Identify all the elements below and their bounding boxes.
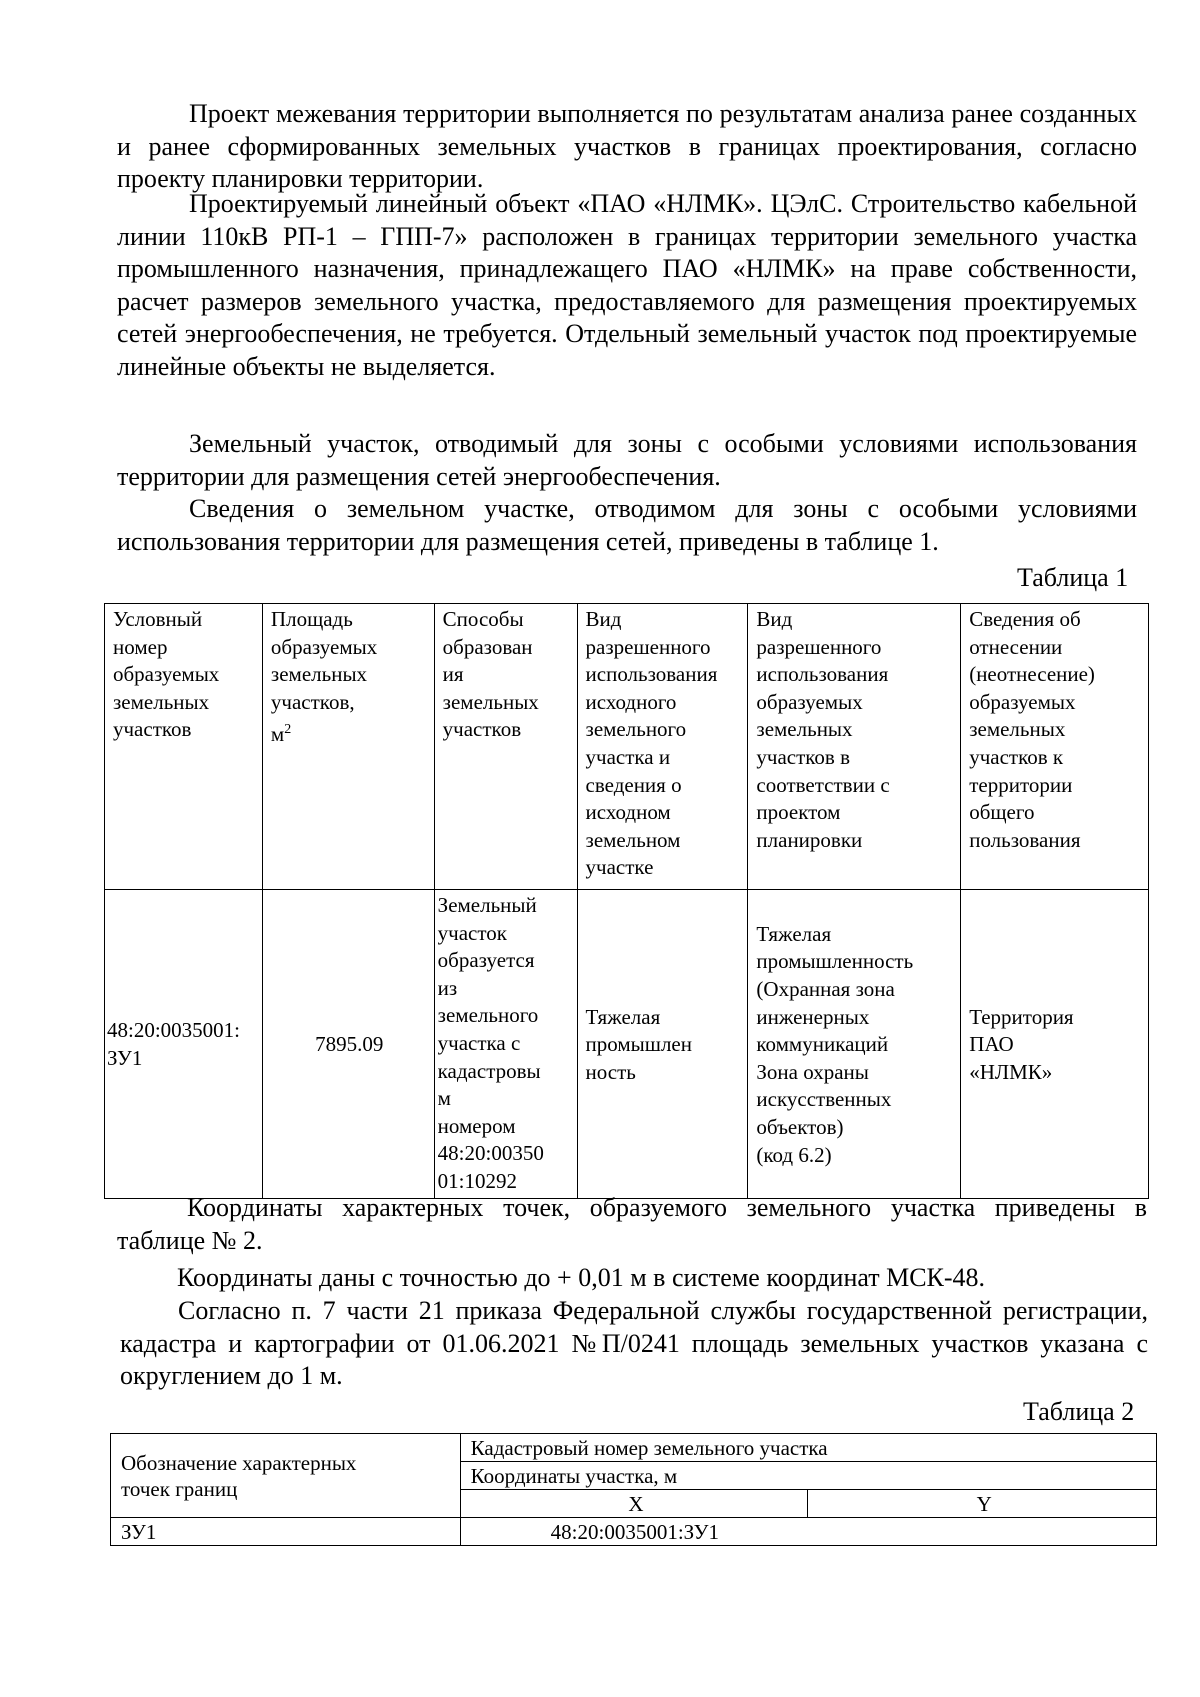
- table-1: [104, 603, 1149, 1199]
- table1-cell-source-use: Тяжелая промышлен ность: [577, 890, 748, 1199]
- table2-cadastral-label: Кадастровый номер земельного участка: [460, 1434, 1156, 1462]
- table1-header-cell: Условный номер образуемых земельных участков: [105, 604, 263, 890]
- table1-cell-public-use: Территория ПАО «НЛМК»: [961, 890, 1149, 1199]
- table2-x-label: X: [460, 1490, 808, 1518]
- table2-row-label: ЗУ1: [111, 1518, 461, 1546]
- table2-caption: Таблица 2: [1023, 1397, 1135, 1426]
- paragraph-4: Сведения о земельном участке, отводимом для зоны с особыми условиями использования территории для размещения сетей, приведены в таблице 1.: [117, 494, 1137, 556]
- table2-y-label: Y: [808, 1490, 1157, 1518]
- area-unit-superscript: 2: [284, 722, 292, 738]
- table1-cell-method: Земельный участок образуется из земельного участка с кадастровы м номером 48:20:00350 01:10292: [434, 890, 577, 1199]
- table-2: [110, 1433, 1157, 1546]
- table2-col-label: Обозначение характерных точек границ: [111, 1434, 461, 1518]
- table1-header-cell: Вид разрешенного использования образуемых земельных участков в соответствии с проектом планировки: [748, 604, 961, 890]
- table1-header-cell: Способы образован ия земельных участков: [434, 604, 577, 890]
- table1-header-cell: Сведения об отнесении (неотнесение) образуемых земельных участков к территории общего пользования: [961, 604, 1149, 890]
- table1-header-row: [105, 604, 1149, 890]
- table1-caption: Таблица 1: [1017, 563, 1129, 592]
- table1-row: [105, 890, 1149, 1199]
- paragraph-6: Координаты даны с точностью до + 0,01 м в системе координат МСК-48.: [177, 1263, 986, 1292]
- paragraph-1: Проект межевания территории выполняется по результатам анализа ранее созданных и ранее сформированных земельных участков в границах проектирования, согласно проекту планировки территории.: [117, 99, 1137, 193]
- table2-coords-label: Координаты участка, м: [460, 1462, 1156, 1490]
- table2-data-row: [111, 1518, 1157, 1546]
- table1-cell-target-use: Тяжелая промышленность (Охранная зона инженерных коммуникаций Зона охраны искусственных объектов) (код 6.2): [748, 890, 961, 1199]
- paragraph-5: Координаты характерных точек, образуемого земельного участка приведены в таблице № 2.: [117, 1193, 1147, 1255]
- table1-header-cell: Площадь образуемых земельных участков, $м^2$: [262, 604, 434, 890]
- table2-row-value: 48:20:0035001:ЗУ1: [460, 1518, 1156, 1546]
- paragraph-7: Согласно п. 7 части 21 приказа Федеральной службы государственной регистрации, кадастра и картографии от 01.06.2021 №П/0241 площадь земельных участков указана с округлением до 1 м.: [120, 1296, 1148, 1390]
- table2-row-cadastral: [111, 1434, 1157, 1462]
- table1-cell-area: 7895.09: [262, 890, 434, 1199]
- table1-cell-number: 48:20:0035001: ЗУ1: [105, 890, 263, 1199]
- paragraph-2: Проектируемый линейный объект «ПАО «НЛМК». ЦЭлС. Строительство кабельной линии 110кВ РП-1 – ГПП-7» расположен в границах территории земельного участка промышленного назначения, принадлежащего ПАО «НЛМК» на праве собственности, расчет размеров земельного участка, предоставляемого для размещения проектируемых сетей энергообеспечения, не требуется. Отдельный земельный участок под проектируемые линейные объекты не выделяется.: [117, 189, 1137, 381]
- paragraph-3: Земельный участок, отводимый для зоны с особыми условиями использования территории для размещения сетей энергообеспечения.: [117, 429, 1137, 491]
- table1-header-cell: Вид разрешенного использования исходного земельного участка и сведения о исходном земельном участке: [577, 604, 748, 890]
